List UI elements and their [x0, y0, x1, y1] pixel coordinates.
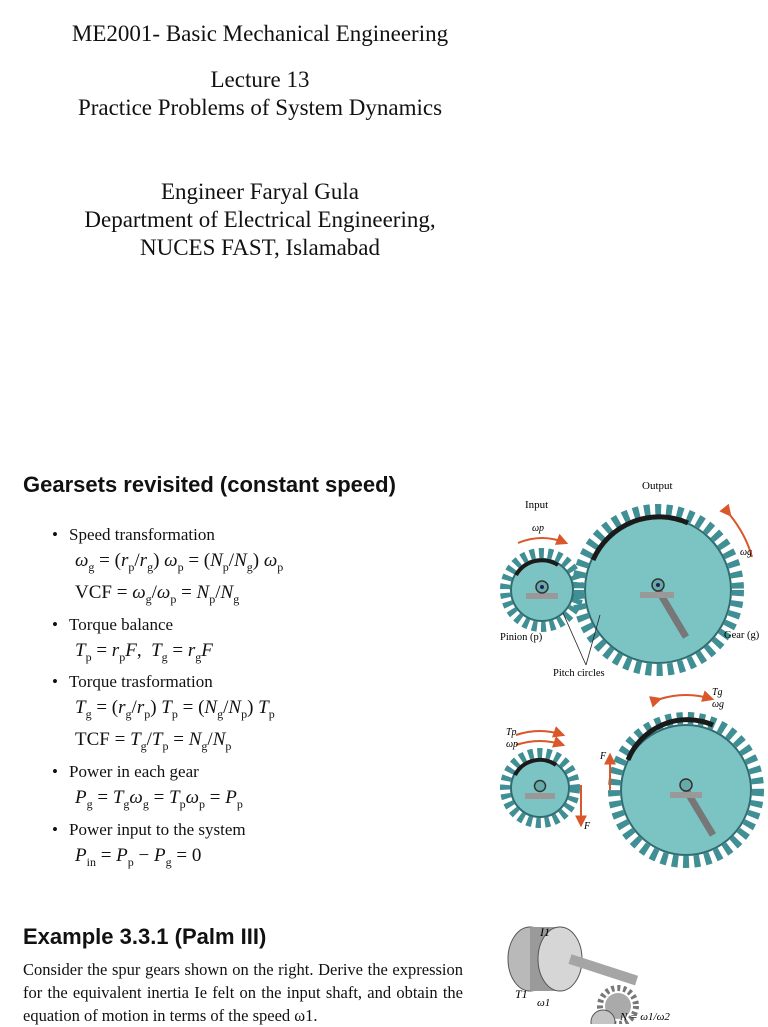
force-label-gear: F	[600, 751, 607, 762]
equation-speed: $\omega_g = (r_p/r_g) \omega_p = (N_p/N_g)$ $\omega_p$	[75, 550, 284, 574]
pinion-speed-arrow	[516, 741, 563, 745]
gear-free-body-diagram	[468, 685, 768, 875]
equation-power-input: $P_{in} = P_p - P_g = 0$	[75, 844, 202, 869]
gear-pair-diagram	[468, 475, 768, 685]
equation-torque-balance: $T_p = r_pF$, $T_g = r_gF$	[75, 639, 213, 664]
bullet-power-input: • Power input to the system	[52, 817, 452, 843]
pinion-torque-arrow	[516, 731, 563, 735]
gearsets-heading: Gearsets revisited (constant speed)	[23, 472, 396, 497]
pinion-gear	[505, 553, 579, 627]
gear-ratio-label: N = ω1/ω2	[620, 1011, 670, 1023]
wp-label: ωp	[506, 739, 519, 750]
department-name: Department of Electrical Engineering,	[84, 207, 436, 232]
input-label: Input	[525, 499, 549, 511]
omega-p-label: ωp	[532, 523, 545, 534]
output-gear	[578, 510, 738, 670]
omega-g-label: ωg	[740, 547, 753, 558]
example-heading: Example 3.3.1 (Palm III)	[23, 924, 267, 949]
equation-tcf: TCF = $T_g/T_p = N_g/N_p$	[75, 729, 232, 753]
institution-name: NUCES FAST, Islamabad	[140, 235, 380, 260]
pitch-circles-label: Pitch circles	[553, 668, 605, 679]
course-title: ME2001- Basic Mechanical Engineering	[71, 21, 449, 46]
equation-torque: $T_g = (r_g/r_p) T_p = (N_g/N_p)$ $T_p$	[75, 697, 275, 722]
equation-power: $P_g = T_g\omega_g = T_p\omega_p = P_p$	[75, 786, 243, 811]
shaft-gear-diagram	[480, 914, 680, 1024]
output-gear-free-body	[614, 718, 758, 862]
gearsets-bullet-list	[52, 522, 452, 875]
pinion-gear-free-body	[505, 753, 575, 823]
pinion-label: Pinion (p)	[500, 632, 543, 643]
t1-label: T1	[515, 987, 528, 1001]
w1-label: ω1	[537, 997, 551, 1009]
bullet-torque-balance: • Torque balance	[52, 612, 452, 638]
wg-label: ωg	[712, 699, 725, 710]
lecture-topic: Practice Problems of System Dynamics	[77, 95, 443, 120]
tp-label: Tp	[506, 727, 517, 738]
equation-vcf: VCF = $\omega_g/\omega_p = N_p/N_g$	[75, 581, 240, 606]
lecture-number: Lecture 13	[210, 67, 310, 92]
force-label-pinion: F	[584, 821, 591, 832]
pinion-rotation-arrow	[518, 538, 566, 543]
i1-label: I1	[540, 925, 550, 939]
gear-torque-arrow	[660, 695, 712, 699]
title-block	[0, 20, 520, 262]
gear-label: Gear (g)	[724, 630, 760, 641]
bullet-speed-transformation: • Speed transformation	[52, 522, 452, 548]
author-name: Engineer Faryal Gula	[161, 179, 359, 204]
output-label: Output	[642, 480, 673, 492]
bullet-power-each-gear: • Power in each gear	[52, 759, 452, 785]
bullet-torque-transformation: • Torque trasformation	[52, 669, 452, 695]
tg-label: Tg	[712, 687, 723, 698]
example-text: Consider the spur gears shown on the right. Derive the expression for the equivalent inertia Ie felt on the input shaft, and obtain the equation of motion in terms of the speed ω1.	[23, 960, 463, 1025]
